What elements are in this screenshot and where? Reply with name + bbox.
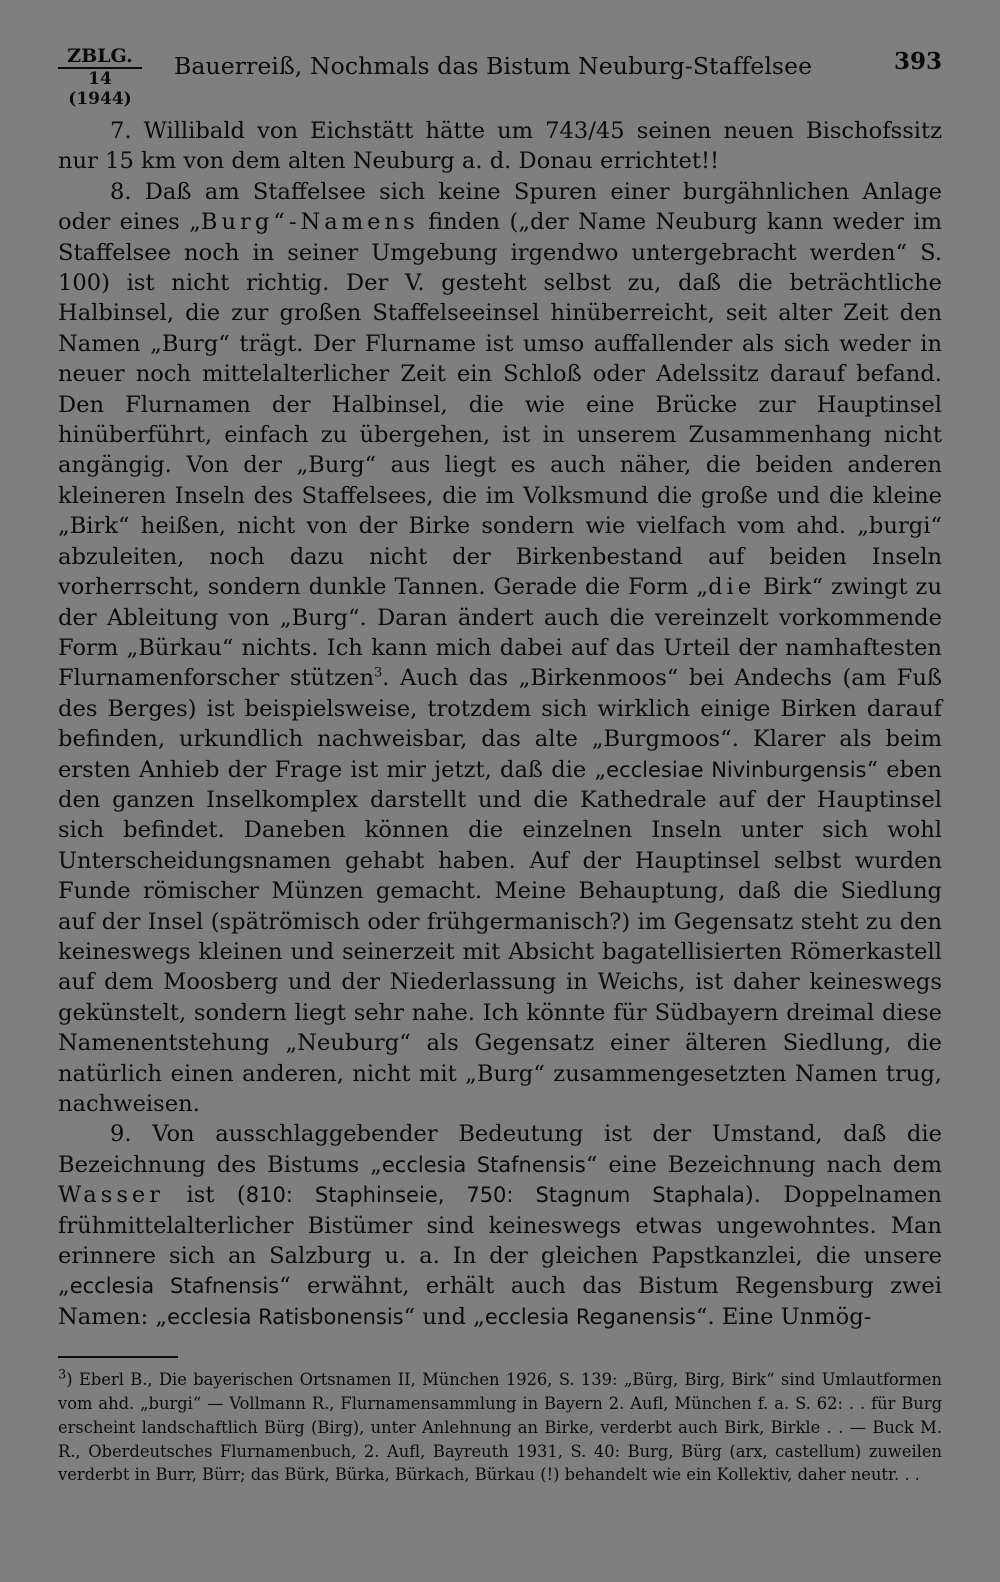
paragraph-8-text: Birk“ zwingt zu der Ableitung von „Burg“. Daran ändert auch die vereinzelt vorkommende Form „Bürkau“ nichts. Ich kann mich dabei auf das Urteil der namhaftesten Flurnamenforscher stützen xyxy=(58,574,942,692)
latin-term: ecclesia Reganensis xyxy=(484,1304,696,1329)
page-header xyxy=(58,36,942,109)
paragraph-8-text: . Auch das „Birkenmoos“ bei Andechs (am Fuß des Berges) ist beispielsweise, trotzdem sich wirklich einige Birken darauf befinden, urkundlich nachweisbar, das alte „Burgmoos“. Klarer als beim ersten Anhieb der Frage ist mir jetzt, daß die „ xyxy=(58,665,942,783)
journal-abbreviation: ZBLG. xyxy=(58,46,142,69)
paragraph-8-text: 8. Daß am Staffelsee sich keine Spuren einer burgähnlichen Anlage oder eines „ xyxy=(58,178,942,236)
footnote-divider xyxy=(58,1356,178,1358)
paragraph-8-text: finden („der Name Neuburg kann weder im Staffelsee noch in seiner Umgebung irgendwo untergebracht werden“ S. 100) ist nicht richtig. Der V. gesteht selbst zu, daß die beträchtliche Halbinsel, die zur großen Staffelseeinsel hinüberreicht, seit alter Zeit den Namen „Burg“ trägt. Der Flurname ist umso auffallender als sich weder in neuer noch mittelalterlicher Zeit ein Schloß oder Adelssitz darauf befand. Den Flurnamen der Halbinsel, die wie eine Brücke zur Hauptinsel hinüberführt, einfach zu übergehen, ist in unserem Zusammenhang nicht angängig. Von der „Burg“ aus liegt es auch näher, die beiden anderen kleineren Inseln des Staffelsees, die im Volksmund die große und die kleine „Birk“ heißen, nicht von der Birke sondern wie vielfach vom ahd. „burgi“ abzuleiten, noch dazu nicht der Birkenbestand auf beiden Inseln vorherrscht, sondern dunkle Tannen. Gerade die Form „ xyxy=(58,209,943,601)
spaced-emphasis: Wasser xyxy=(58,1182,165,1209)
paragraph-9-text: “ erwähnt, erhält auch das Bistum Regensburg zwei Namen: „ xyxy=(58,1273,942,1330)
paragraph-9-text: “ und „ xyxy=(403,1303,485,1330)
footnote-reference: 3 xyxy=(374,665,383,681)
paragraph-9-text: ). Doppelnamen frühmittelalterlicher Bistümer sind keineswegs etwas ungewohntes. Man erinnere sich an Salzburg u. a. In der gleichen Papstkanzlei, die unsere „ xyxy=(58,1182,942,1300)
spaced-emphasis: die xyxy=(708,574,756,601)
footnote-text: ) Eberl B., Die bayerischen Ortsnamen II, München 1926, S. 139: „Bürg, Birg, Birk“ sind Umlautformen vom ahd. „burgi“ — Vollmann R., Flurnamensammlung in Bayern 2. Aufl, München f. a. S. 62: . . für Burg erscheint landschaftlich Bürg (Birg), unter Anlehnung an Birke, verderbt auch Birk, Birkle . . — Buck M. R., Oberdeutsches Flurnamenbuch, 2. Aufl, Bayreuth 1931, S. 40: Burg, Bürg (arx, castellum) zuweilen verderbt in Burr, Bürr; das Bürk, Bürka, Bürkach, Bürkau (!) behandelt wie ein Kollektiv, daher neutr. . . xyxy=(58,1370,942,1485)
paragraph-9-text: “ eine Bezeichnung nach dem xyxy=(585,1151,942,1178)
paragraph-9-text: ist ( xyxy=(164,1182,246,1209)
journal-volume: 14 (1944) xyxy=(68,69,132,109)
footnote-3 xyxy=(58,1368,942,1487)
spaced-emphasis: Burg“-Namens xyxy=(200,209,419,236)
latin-term: 810: Staphinseie, 750: Stagnum Staphala xyxy=(245,1183,745,1208)
paragraph-9 xyxy=(58,1119,942,1332)
paragraph-9-text: 9. Von ausschlaggebender Bedeutung ist der Umstand, daß die Bezeichnung des Bistums „ xyxy=(58,1121,942,1178)
paragraph-7-text: 7. Willibald von Eichstätt hätte um 743/45 seinen neuen Bischofssitz nur 15 km von dem alten Neuburg a. d. Donau errichtet!! xyxy=(58,118,942,175)
paragraph-7 xyxy=(58,116,942,177)
page-number: 393 xyxy=(893,48,942,75)
latin-term: ecclesiae Nivinburgensis xyxy=(606,757,867,782)
paragraph-8-text: “ eben den ganzen Inselkomplex darstellt und die Kathedrale auf der Hauptinsel sich befindet. Daneben können die einzelnen Inseln unter sich wohl Unterscheidungsnamen gehabt haben. Auf der Hauptinsel selbst wurden Funde römischer Münzen gemacht. Meine Behauptung, daß die Siedlung auf der Insel (spätrömisch oder frühgermanisch?) im Gegensatz steht zu den keineswegs kleinen und seinerzeit mit Absicht bagatellisierten Römerkastell auf dem Moosberg und der Niederlassung in Weichs, ist daher keineswegs gekünstelt, sondern liegt sehr nahe. Ich könnte für Südbayern dreimal diese Namenentstehung „Neuburg“ als Gegensatz einer älteren Siedlung, die natürlich einen anderen, nicht mit „Burg“ zusammengesetzten Namen trug, nachweisen. xyxy=(58,756,942,1117)
latin-term: ecclesia Stafnensis xyxy=(381,1152,586,1177)
journal-reference xyxy=(58,46,142,109)
main-text xyxy=(58,116,942,1332)
paragraph-9-text: “. Eine Unmög- xyxy=(695,1303,872,1330)
running-title: Bauerreiß, Nochmals das Bistum Neuburg-Staffelsee xyxy=(174,52,813,80)
footnote-mark: 3 xyxy=(58,1367,67,1383)
paragraph-8 xyxy=(58,177,942,1120)
latin-term: ecclesia Ratisbonensis xyxy=(167,1304,404,1329)
latin-term: ecclesia Stafnensis xyxy=(69,1274,280,1299)
